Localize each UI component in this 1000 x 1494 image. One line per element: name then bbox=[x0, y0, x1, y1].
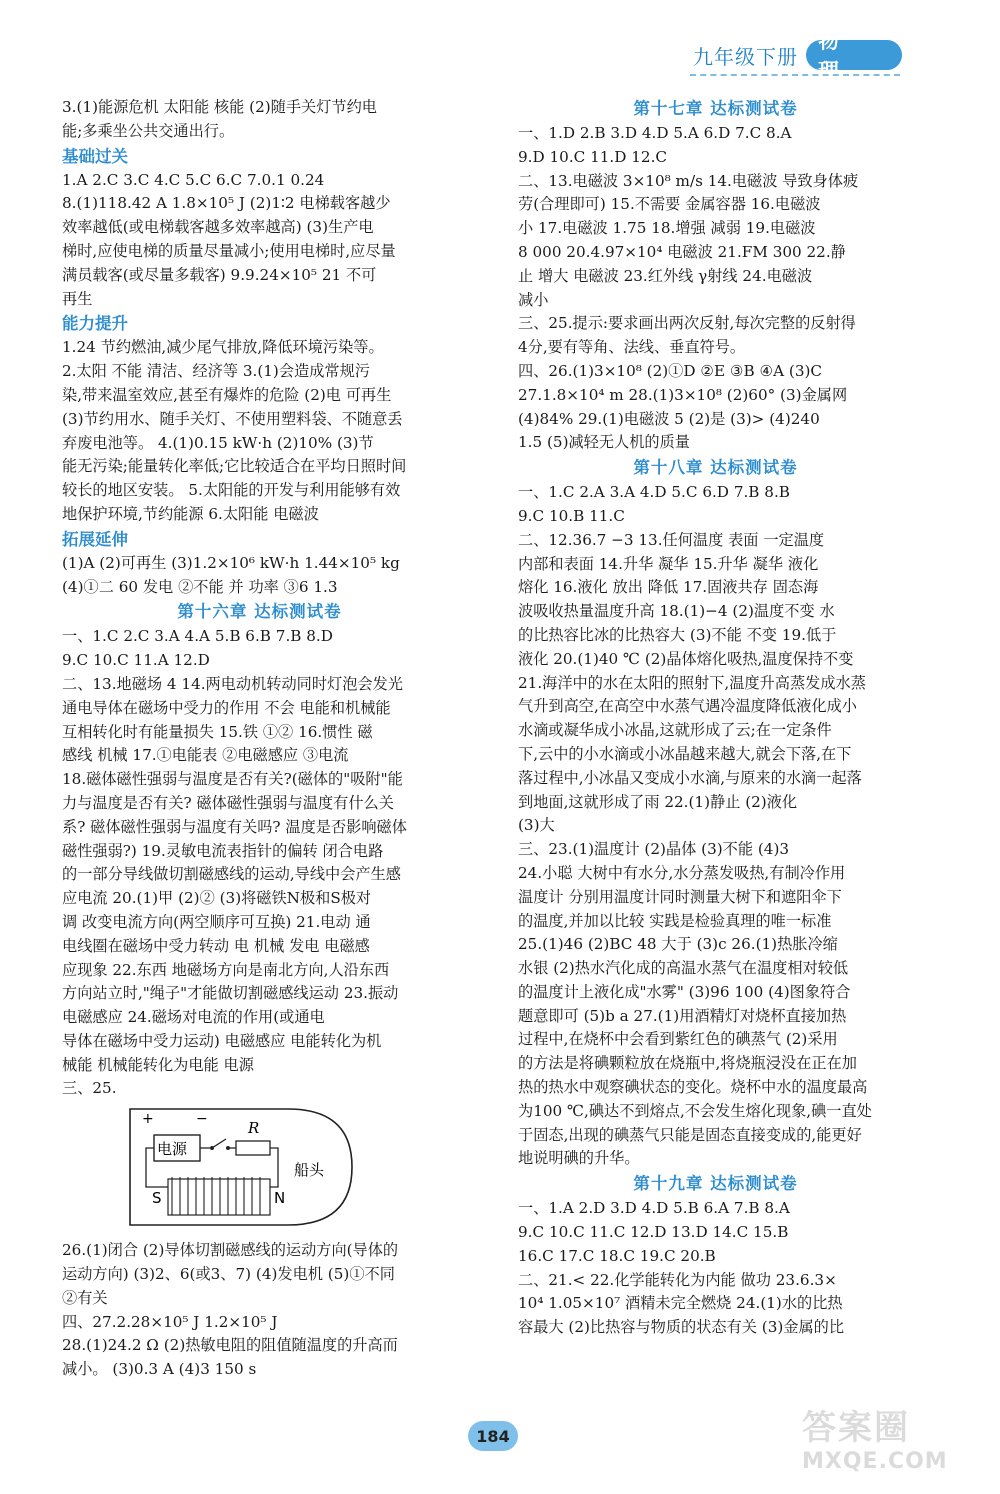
answer-line: 四、26.(1)3×10⁸ (2)①D ②E ③B ④A (3)C bbox=[518, 361, 823, 380]
answer-line: 力与温度是否有关? 磁体磁性强弱与温度有什么关 bbox=[62, 793, 394, 812]
answer-line: 再生 bbox=[62, 289, 93, 308]
answer-line: 导体在磁场中受力运动) 电磁感应 电能转化为机 bbox=[62, 1031, 382, 1050]
answer-line: 波吸收热量温度升高 18.(1)−4 (2)温度不变 水 bbox=[518, 602, 835, 621]
answer-line: 的方法是将碘颗粒放在烧瓶中,将烧瓶浸没在正在加 bbox=[518, 1054, 857, 1073]
answer-line: 减小 bbox=[518, 290, 549, 309]
answer-line: 小 17.电磁波 1.75 18.增强 减弱 19.电磁波 bbox=[518, 219, 816, 238]
answer-line: 热的热水中观察碘状态的变化。烧杯中水的温度最高 bbox=[518, 1078, 868, 1097]
answer-line: 9.C 10.B 11.C bbox=[518, 506, 625, 525]
answer-line: 10⁴ 1.05×10⁷ 酒精未完全燃烧 24.(1)水的比热 bbox=[518, 1294, 843, 1313]
answer-line: 的比热容比冰的比热容大 (3)不能 不变 19.低于 bbox=[518, 625, 837, 644]
answer-line: 16.C 17.C 18.C 19.C 20.B bbox=[518, 1246, 716, 1265]
answer-line: 械能 机械能转化为电能 电源 bbox=[62, 1055, 254, 1074]
answer-line: 二、13.电磁波 3×10⁸ m/s 14.电磁波 导致身体疲 bbox=[518, 171, 859, 190]
answer-line: 的一部分导线做切割磁感线的运动,导线中会产生感 bbox=[62, 865, 401, 884]
answer-line: 21.海洋中的水在太阳的照射下,温度升高蒸发成水蒸 bbox=[518, 673, 866, 692]
chapter-title: 第十七章 达标测试卷 bbox=[633, 99, 798, 118]
answer-line: 于固态,出现的碘蒸气只能是固态直接变成的,能更好 bbox=[518, 1125, 862, 1144]
circuit-figure bbox=[62, 1103, 457, 1233]
page-header bbox=[693, 29, 902, 83]
switch-blade bbox=[212, 1139, 226, 1148]
answer-line: 调 改变电流方向(两空顺序可互换) 21.电动 通 bbox=[62, 912, 371, 931]
watermark bbox=[802, 1400, 974, 1474]
chapter-title: 第十九章 达标测试卷 bbox=[633, 1174, 798, 1194]
answer-line: 内部和表面 14.升华 凝华 15.升华 凝华 液化 bbox=[518, 554, 819, 573]
answer-line: 互相转化时有能量损失 15.铁 ①② 16.惯性 磁 bbox=[62, 722, 373, 741]
answer-line: 过程中,在烧杯中会看到紫红色的碘蒸气 (2)采用 bbox=[518, 1030, 838, 1049]
answer-line: 弃废电池等。 4.(1)0.15 kW·h (2)10% (3)节 bbox=[62, 433, 374, 452]
answer-line: 4分,要有等角、法线、垂直符号。 bbox=[518, 338, 746, 357]
answer-line: 28.(1)24.2 Ω (2)热敏电阻的阻值随温度的升高而 bbox=[62, 1336, 398, 1355]
answer-line: 18.磁体磁性强弱与温度是否有关?(磁体的"吸附"能 bbox=[62, 770, 403, 789]
answer-line: 二、21.< 22.化学能转化为内能 做功 23.6.3× bbox=[518, 1270, 837, 1289]
page-number: 184 bbox=[468, 1421, 518, 1451]
solenoid-coil bbox=[172, 1177, 260, 1215]
answer-line: 液化 20.(1)40 ℃ (2)晶体熔化吸热,温度保持不变 bbox=[518, 649, 854, 668]
section-heading: 基础过关 bbox=[62, 146, 128, 166]
left-column bbox=[62, 96, 457, 1382]
answer-line: 止 增大 电磁波 23.红外线 γ射线 24.电磁波 bbox=[518, 266, 813, 285]
power-source-label: 电源 bbox=[157, 1140, 188, 1159]
answer-line: 电磁感应 24.磁场对电流的作用(或通电 bbox=[62, 1008, 325, 1027]
answer-line: 二、12.36.7 −3 13.任何温度 表面 一定温度 bbox=[518, 530, 825, 549]
answer-line: 气升到高空,在高空中水蒸气遇冷温度降低液化成小 bbox=[518, 697, 857, 716]
answer-line: 的温度计上液化成"水雾" (3)96 100 (4)图象符合 bbox=[518, 982, 851, 1001]
answer-line: 运动方向) (3)2、6(或3、7) (4)发电机 (5)①不同 bbox=[62, 1265, 395, 1284]
plus-sign: + bbox=[142, 1111, 154, 1128]
answer-line: 容最大 (2)比热容与物质的状态有关 (3)金属的比 bbox=[518, 1318, 845, 1337]
answer-line: 能;多乘坐公共交通出行。 bbox=[62, 121, 235, 140]
answer-line: 8.(1)118.42 A 1.8×10⁵ J (2)1∶2 电梯载客越少 bbox=[62, 194, 391, 213]
answer-line: 9.D 10.C 11.D 12.C bbox=[518, 147, 668, 166]
watermark-url: MXQE.COM bbox=[802, 1449, 948, 1474]
chapter-title: 第十八章 达标测试卷 bbox=[633, 458, 798, 478]
answer-line: 地保护环境,节约能源 6.太阳能 电磁波 bbox=[62, 504, 319, 523]
section-heading: 拓展延伸 bbox=[62, 529, 128, 549]
answer-line: 落过程中,小冰晶又变成小水滴,与原来的水滴一起落 bbox=[518, 768, 862, 787]
answer-line: 方向站立时,"绳子"才能做切割磁感线运动 23.振动 bbox=[62, 984, 399, 1003]
answer-line: (1)A (2)可再生 (3)1.2×10⁶ kW·h 1.44×10⁵ kg bbox=[62, 553, 400, 572]
answer-line: 三、25. bbox=[62, 1079, 117, 1098]
answer-line: 二、13.地磁场 4 14.两电动机转动同时灯泡会发光 bbox=[62, 674, 403, 693]
answer-line: 2.太阳 不能 清洁、经济等 3.(1)会造成常规污 bbox=[62, 362, 370, 381]
answer-line: 磁性强弱?) 19.灵敏电流表指针的偏转 闭合电路 bbox=[62, 841, 384, 860]
answer-line: 1.24 节约燃油,减少尾气排放,降低环境污染等。 bbox=[62, 338, 384, 357]
resistor-label: R bbox=[248, 1119, 260, 1138]
answer-line: 水滴或凝华成小冰晶,这就形成了云;在一定条件 bbox=[518, 721, 832, 740]
answer-line: 到地面,这就形成了雨 22.(1)静止 (2)液化 bbox=[518, 792, 798, 811]
answer-line: 满员载客(或尽量多载客) 9.9.24×10⁵ 21 不可 bbox=[62, 265, 377, 284]
answer-line: 梯时,应使电梯的质量尽量减小;使用电梯时,应尽量 bbox=[62, 241, 396, 260]
answer-line: 能无污染;能量转化率低;它比较适合在平均日照时间 bbox=[62, 457, 407, 476]
answer-line: 四、27.2.28×10⁵ J 1.2×10⁵ J bbox=[62, 1312, 278, 1331]
answer-line: 电线圈在磁场中受力转动 电 机械 发电 电磁感 bbox=[62, 936, 370, 955]
minus-sign: − bbox=[196, 1111, 208, 1128]
answer-line: 应现象 22.东西 地磁场方向是南北方向,人沿东西 bbox=[62, 960, 390, 979]
answer-line: 一、1.A 2.D 3.D 4.D 5.B 6.A 7.B 8.A bbox=[518, 1199, 790, 1218]
resistor-symbol bbox=[236, 1141, 270, 1155]
answer-line: 应电流 20.(1)甲 (2)② (3)将磁铁N极和S极对 bbox=[62, 889, 372, 908]
answer-line: 9.C 10.C 11.A 12.D bbox=[62, 651, 210, 670]
header-rule bbox=[690, 74, 900, 76]
answer-line: 下,云中的小水滴或小冰晶越来越大,就会下落,在下 bbox=[518, 744, 852, 763]
solenoid-core bbox=[168, 1179, 270, 1215]
answer-line: (4)84% 29.(1)电磁波 5 (2)是 (3)> (4)240 bbox=[518, 409, 820, 428]
grade-label: 九年级下册 bbox=[693, 44, 798, 69]
answer-line: 一、1.D 2.B 3.D 4.D 5.A 6.D 7.C 8.A bbox=[518, 124, 792, 142]
answer-line: 的温度,并加以比较 实践是检验真理的唯一标准 bbox=[518, 911, 832, 930]
right-column bbox=[518, 96, 913, 1340]
answer-line: 水银 (2)热水汽化成的高温水蒸气在温度相对较低 bbox=[518, 959, 849, 978]
wire-right bbox=[270, 1148, 278, 1187]
chapter-title: 第十六章 达标测试卷 bbox=[177, 602, 342, 622]
answer-line: 8 000 20.4.97×10⁴ 电磁波 21.FM 300 22.静 bbox=[518, 242, 846, 261]
s-pole-label: S bbox=[152, 1189, 162, 1208]
answer-line: 减小。 (3)0.3 A (4)3 150 s bbox=[62, 1360, 257, 1379]
answer-line: 一、1.C 2.C 3.A 4.A 5.B 6.B 7.B 8.D bbox=[62, 627, 333, 646]
answer-line: 题意即可 (5)b a 27.(1)用酒精灯对烧杯直接加热 bbox=[518, 1006, 847, 1025]
answer-line: 9.C 10.C 11.C 12.D 13.D 14.C 15.B bbox=[518, 1223, 789, 1242]
answer-line: 3.(1)能源危机 太阳能 核能 (2)随手关灯节约电 bbox=[62, 98, 377, 116]
n-pole-label: N bbox=[274, 1189, 286, 1208]
answer-line: (3)节约用水、随手关灯、不使用塑料袋、不随意丢 bbox=[62, 409, 403, 428]
answer-line: 通电导体在磁场中受力的作用 不会 电能和机械能 bbox=[62, 698, 391, 717]
answer-line: 为100 ℃,碘达不到熔点,不会发生熔化现象,碘一直处 bbox=[518, 1101, 872, 1120]
answer-line: 三、23.(1)温度计 (2)晶体 (3)不能 (4)3 bbox=[518, 840, 790, 859]
answer-line: 26.(1)闭合 (2)导体切割磁感线的运动方向(导体的 bbox=[62, 1241, 399, 1260]
answer-line: 感线 机械 17.①电能表 ②电磁感应 ③电流 bbox=[62, 746, 349, 765]
answer-line: (4)①二 60 发电 ②不能 并 功率 ③6 1.3 bbox=[62, 577, 338, 596]
answer-line: 较长的地区安装。 5.太阳能的开发与利用能够有效 bbox=[62, 481, 401, 500]
answer-line: 系? 磁体磁性强弱与温度有关吗? 温度是否影响磁体 bbox=[62, 817, 407, 836]
answer-line: 24.小聪 大树中有水分,水分蒸发吸热,有制冷作用 bbox=[518, 863, 846, 882]
ship-bow-label: 船头 bbox=[294, 1161, 325, 1180]
answer-line: 一、1.C 2.A 3.A 4.D 5.C 6.D 7.B 8.B bbox=[518, 483, 790, 502]
section-heading: 能力提升 bbox=[62, 314, 128, 334]
answer-line: ②有关 bbox=[62, 1288, 108, 1307]
answer-line: (3)大 bbox=[518, 816, 555, 835]
watermark-logo: 答案圈 bbox=[802, 1408, 910, 1448]
answer-line: 地说明碘的升华。 bbox=[518, 1149, 640, 1168]
answer-line: 27.1.8×10⁴ m 28.(1)3×10⁸ (2)60° (3)金属网 bbox=[518, 385, 848, 404]
answer-line: 劳(合理即可) 15.不需要 金属容器 16.电磁波 bbox=[518, 195, 821, 214]
answer-line: 1.5 (5)减轻无人机的质量 bbox=[518, 433, 690, 452]
answer-line: 三、25.提示:要求画出两次反射,每次完整的反射得 bbox=[518, 314, 856, 333]
answer-line: 熔化 16.液化 放出 降低 17.固液共存 固态海 bbox=[518, 578, 819, 597]
answer-line: 温度计 分别用温度计同时测量大树下和遮阳伞下 bbox=[518, 887, 842, 906]
answer-line: 25.(1)46 (2)BC 48 大于 (3)c 26.(1)热胀冷缩 bbox=[518, 935, 838, 954]
answer-line: 效率越低(或电梯载客越多效率越高) (3)生产电 bbox=[62, 218, 374, 237]
subject-badge: 物 理 bbox=[806, 40, 902, 70]
answer-line: 1.A 2.C 3.C 4.C 5.C 6.C 7.0.1 0.24 bbox=[62, 170, 325, 189]
answer-line: 染,带来温室效应,甚至有爆炸的危险 (2)电 可再生 bbox=[62, 385, 392, 404]
ship-circuit-diagram bbox=[128, 1103, 354, 1231]
